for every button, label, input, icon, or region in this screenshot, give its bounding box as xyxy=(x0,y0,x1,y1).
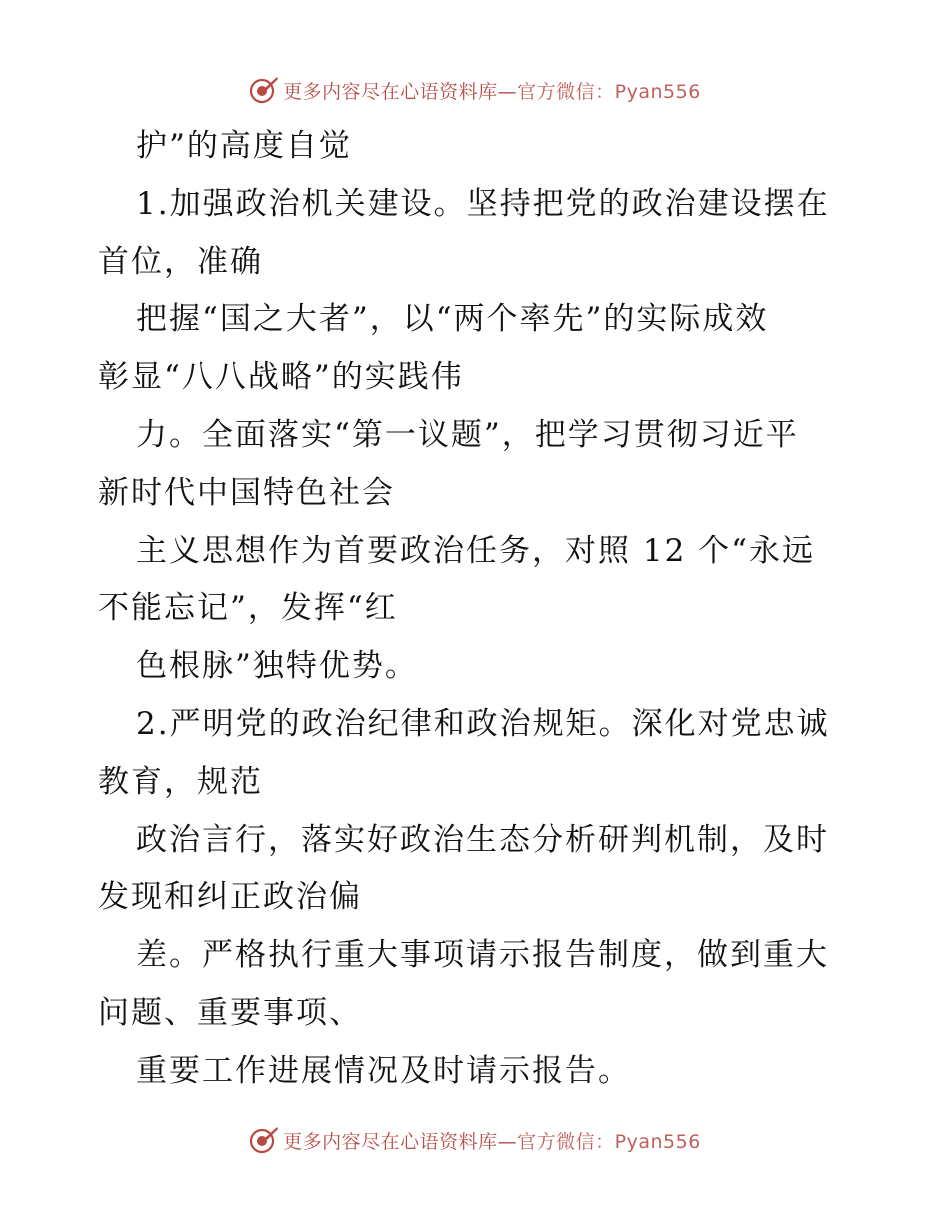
text-line: 首位，准确 xyxy=(98,243,263,280)
text-line: 2.严明党的政治纪律和政治规矩。深化对党忠诚 xyxy=(136,705,830,742)
header-banner-contact: 官方微信：Pyan556 xyxy=(517,80,701,103)
text-line: 把握“国之大者”，以“两个率先”的实际成效 xyxy=(136,301,769,338)
document-body xyxy=(98,118,850,1101)
text-line: 差。严格执行重大事项请示报告制度，做到重大 xyxy=(136,937,829,974)
header-banner-title: 更多内容尽在心语资料库 xyxy=(283,80,498,103)
text-line: 发现和纠正政治偏 xyxy=(98,879,362,916)
text-line: 重要工作进展情况及时请示报告。 xyxy=(136,1052,631,1089)
footer-banner-title: 更多内容尽在心语资料库 xyxy=(283,1130,498,1153)
footer-banner-separator: — xyxy=(497,1130,518,1153)
text-line: 教育，规范 xyxy=(98,763,263,800)
text-line: 政治言行，落实好政治生态分析研判机制，及时 xyxy=(136,821,829,858)
text-line: 1.加强政治机关建设。坚持把党的政治建设摆在 xyxy=(136,185,830,222)
pen-logo-icon xyxy=(249,1125,279,1155)
header-banner xyxy=(0,70,950,110)
text-line: 护”的高度自觉 xyxy=(136,128,352,164)
text-line: 问题、重要事项、 xyxy=(98,994,362,1031)
header-banner-separator: — xyxy=(497,80,518,103)
text-line: 色根脉”独特优势。 xyxy=(136,648,418,685)
footer-banner xyxy=(0,1120,950,1160)
header-banner-text xyxy=(283,77,701,104)
footer-banner-text xyxy=(283,1127,701,1154)
text-line: 力。全面落实“第一议题”，把学习贯彻习近平 xyxy=(136,416,799,453)
pen-logo-icon xyxy=(249,75,279,105)
footer-banner-contact: 官方微信：Pyan556 xyxy=(517,1130,701,1153)
text-line: 新时代中国特色社会 xyxy=(98,474,395,511)
text-line: 主义思想作为首要政治任务，对照 12 个“永远 xyxy=(136,532,816,569)
text-line: 彰显“八八战略”的实践伟 xyxy=(98,359,464,396)
text-line: 不能忘记”，发挥“红 xyxy=(98,590,398,627)
